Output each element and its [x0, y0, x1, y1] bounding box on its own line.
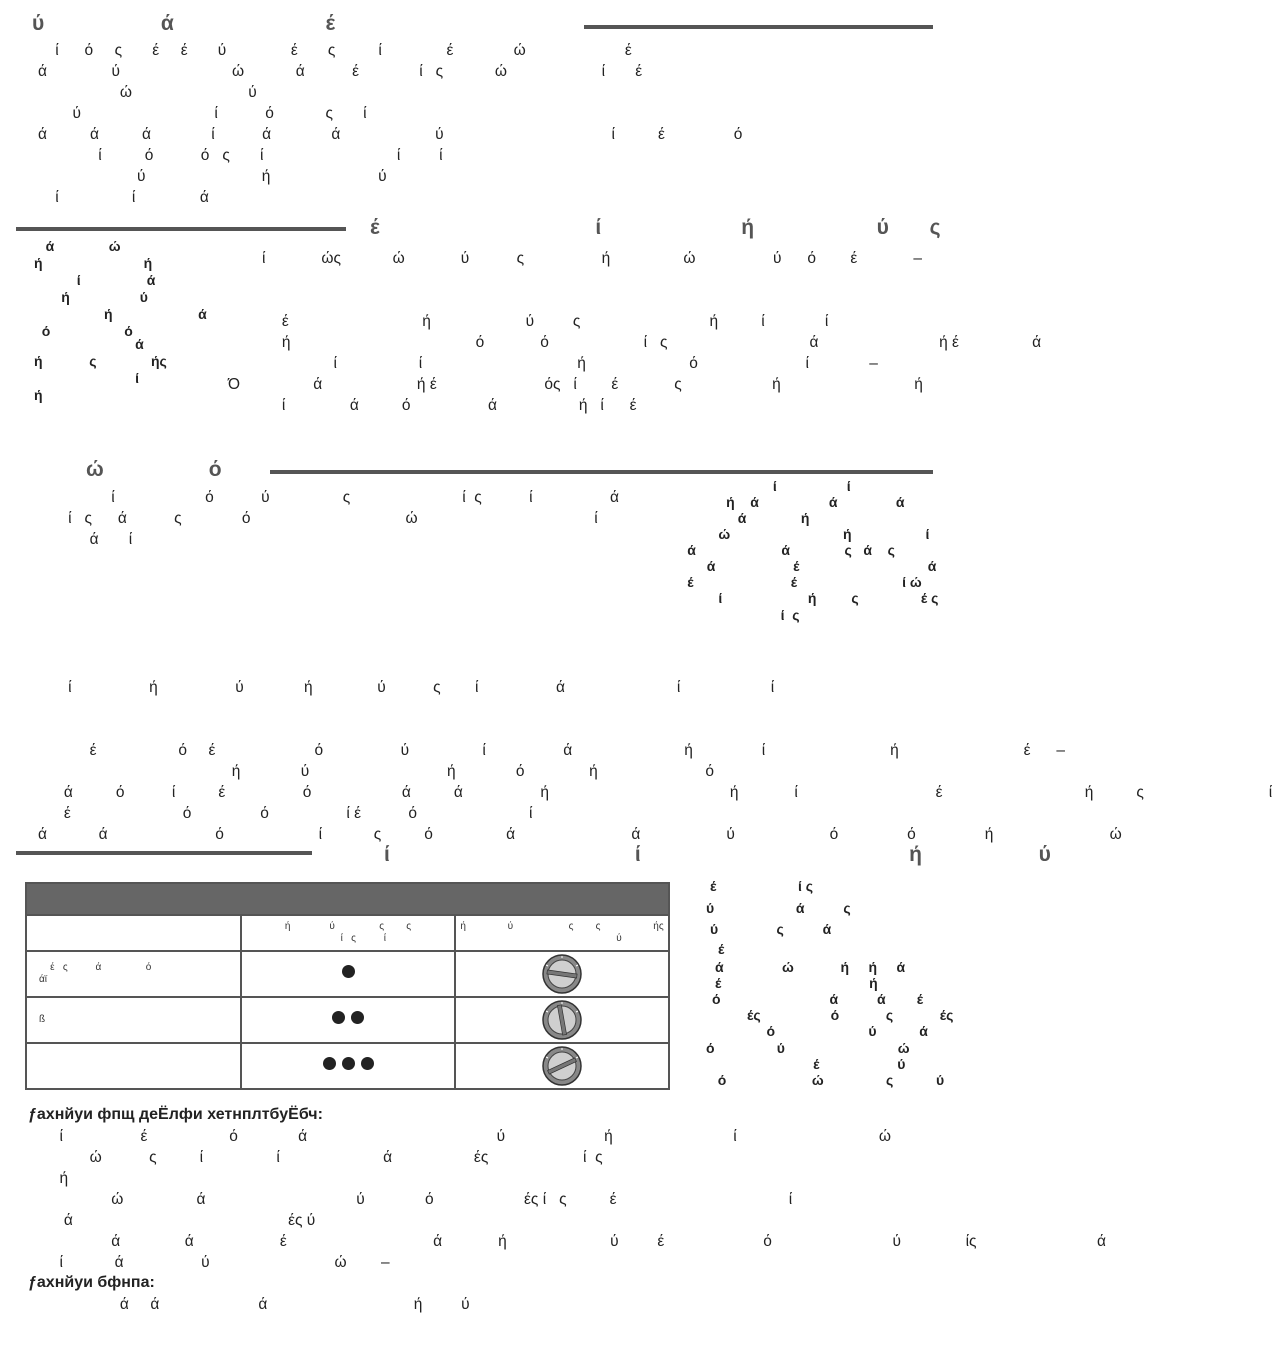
section-1-line: ά ύ ώ ά έ ί ς ώ ί έ — [38, 63, 643, 80]
section-6-side-line: ό ά ά έ — [712, 991, 924, 1007]
section-7-line: ά ά έ ά ή ύ έ ό ύ ίς ά — [38, 1233, 1107, 1250]
section-6-side-line: έ — [718, 941, 725, 957]
table-row-label: ß — [26, 997, 241, 1043]
section-3-side-line: ί ή ς έ ς — [590, 590, 939, 606]
section-6-side-line: έ ί ς — [710, 878, 814, 894]
section-2-side-line: ά ώ — [34, 238, 121, 254]
section-3-side-line: ώ ή ί — [590, 526, 930, 542]
dot-icon — [342, 1057, 355, 1070]
dot-icon — [342, 965, 355, 978]
section-2-side-line: ό ό — [34, 323, 133, 339]
section-6-side-line: ά ώ ή ή ά — [715, 959, 906, 975]
dot-icon — [323, 1057, 336, 1070]
section-5-line: έ ό έ ό ύ ί ά ή ί ή έ – — [38, 742, 1065, 759]
section-6-side-line: ύ ά ς — [706, 900, 851, 916]
table-row-label: έ ς ά ό άϊ — [26, 951, 241, 997]
dot-icon — [361, 1057, 374, 1070]
section-2-line: ί ί ή ό ί – — [256, 355, 878, 372]
section-5-line: ή ύ ή ό ή ό — [38, 763, 715, 780]
section-3-rule — [270, 470, 933, 474]
section-3-side-line: ή ά ά ά — [590, 494, 905, 510]
dots-cell — [241, 1043, 455, 1089]
section-2-line: Ό ά ή έ ός ί έ ς ή ή — [228, 376, 923, 393]
section-2-heading: έ ί ή ύ ς — [370, 216, 941, 239]
section-7-line: ά ές ύ — [38, 1212, 316, 1229]
section-7-line: ώ ά ύ ό ές ί ς έ ί — [38, 1191, 793, 1208]
section-3-side-line: ί ί — [590, 478, 851, 494]
section-2-side-line: ά — [34, 336, 144, 352]
section-2-side-line: ή ή — [34, 255, 153, 271]
section-3-line: ί ς ά ς ό ώ ί — [38, 510, 598, 527]
knob-cell — [455, 997, 669, 1043]
section-2-side-line: ή ύ — [34, 289, 148, 305]
section-3-side-line: ά ή — [590, 510, 810, 526]
section-8-line: ά ά ά ή ύ — [38, 1296, 470, 1313]
section-2-line: έ ή ύ ς ή ί ί — [256, 313, 829, 330]
section-6-side-line: ές ό ς ές — [712, 1007, 954, 1023]
section-2-rule — [16, 227, 346, 231]
section-3-side-line: ά έ ά — [590, 558, 937, 574]
section-2-line: ί ά ό ά ή ί έ — [256, 397, 637, 414]
section-6-side-line: ό ώ ς ύ — [710, 1072, 945, 1088]
dots-cell — [241, 951, 455, 997]
table-header-col3: ή ύ ς ς ής ύ — [455, 915, 669, 951]
knob-cell — [455, 951, 669, 997]
section-5-line: ά ά ό ί ς ό ά ά ύ ό ό ή ώ — [38, 826, 1122, 843]
section-3-line: ί ό ύ ς ί ς ί ά — [38, 489, 620, 506]
dial-knob-low-icon — [536, 953, 588, 995]
table-row — [26, 951, 669, 997]
section-2-side-line: ί — [34, 370, 140, 386]
section-2-side-line: ί ά — [34, 272, 156, 288]
section-2-line: ή ό ό ί ς ά ή έ ά — [256, 334, 1042, 351]
section-6-side-line: ύ ς ά — [710, 921, 832, 937]
section-6-rule — [16, 851, 312, 855]
section-6-heading: ί ί ή ύ — [384, 843, 1051, 866]
section-7-line: ώ ς ί ί ά ές ί ς — [38, 1149, 603, 1166]
section-6-side-line: έ ή — [715, 975, 878, 991]
dots-cell — [241, 997, 455, 1043]
section-2-side-line: ή ά — [34, 306, 207, 322]
dial-knob-high-icon — [536, 1045, 588, 1087]
section-6-side-line: ό ύ ά — [712, 1023, 928, 1039]
table-row — [26, 1043, 669, 1089]
section-1-heading: ύ ά έ — [32, 12, 335, 35]
section-3-heading: ώ ό — [86, 458, 222, 481]
table-row-label — [26, 1043, 241, 1089]
section-1-line: ύ ή ύ — [38, 168, 387, 185]
section-1-line: ί ί ά — [38, 189, 209, 206]
section-3-side-line: έ έ ί ώ — [590, 574, 922, 590]
section-1-line: ύ ί ό ς ί — [38, 105, 367, 122]
section-1-line: ώ ύ — [38, 84, 257, 101]
section-7-line: ί έ ό ά ύ ή ί ώ — [38, 1128, 891, 1145]
section-3-side-line: ά ά ς ά ς — [590, 542, 895, 558]
section-7-line: ί ά ύ ώ – — [38, 1254, 390, 1271]
section-5-line: έ ό ό ί έ ό ί — [38, 805, 533, 822]
section-1-line: ί ό ς έ έ ύ έ ς ί έ ώ έ — [38, 42, 632, 59]
section-2-side-line: ή — [34, 387, 43, 403]
section-3-line: ά ί — [38, 531, 133, 548]
dot-icon — [332, 1011, 345, 1024]
section-4-line: ί ή ύ ή ύ ς ί ά ί ί — [38, 679, 775, 696]
dot-icon — [351, 1011, 364, 1024]
section-5-line: ά ό ί έ ό ά ά ή ή ί έ ή ς ί — [38, 784, 1272, 801]
section-6-side-line: ό ύ ώ — [706, 1040, 910, 1056]
section-1-rule — [584, 25, 933, 29]
section-7-line: ή — [38, 1170, 69, 1187]
section-7-title: ƒахнйуи фпщ деЁлфи хетнплтбуЁбч: — [28, 1106, 323, 1123]
section-1-line: ί ό ό ς ί ί ί — [38, 147, 443, 164]
section-1-line: ά ά ά ί ά ά ύ ί έ ό — [38, 126, 743, 143]
table-row — [26, 997, 669, 1043]
section-2-line: ί ώς ώ ύ ς ή ώ ύ ό έ – — [262, 250, 922, 267]
section-8-title: ƒахнйуи бфнпа: — [28, 1274, 155, 1291]
section-3-side-line: ί ς — [590, 607, 800, 623]
section-2-side-line: ή ς ής — [34, 353, 167, 369]
settings-table — [25, 882, 670, 1090]
table-header-col2: ή ύ ς ς ί ς ί — [241, 915, 455, 951]
knob-cell — [455, 1043, 669, 1089]
dial-knob-medium-icon — [536, 999, 588, 1041]
section-6-side-line: έ ύ — [712, 1056, 906, 1072]
table-header-empty — [26, 915, 241, 951]
table-header-bar — [26, 883, 669, 915]
